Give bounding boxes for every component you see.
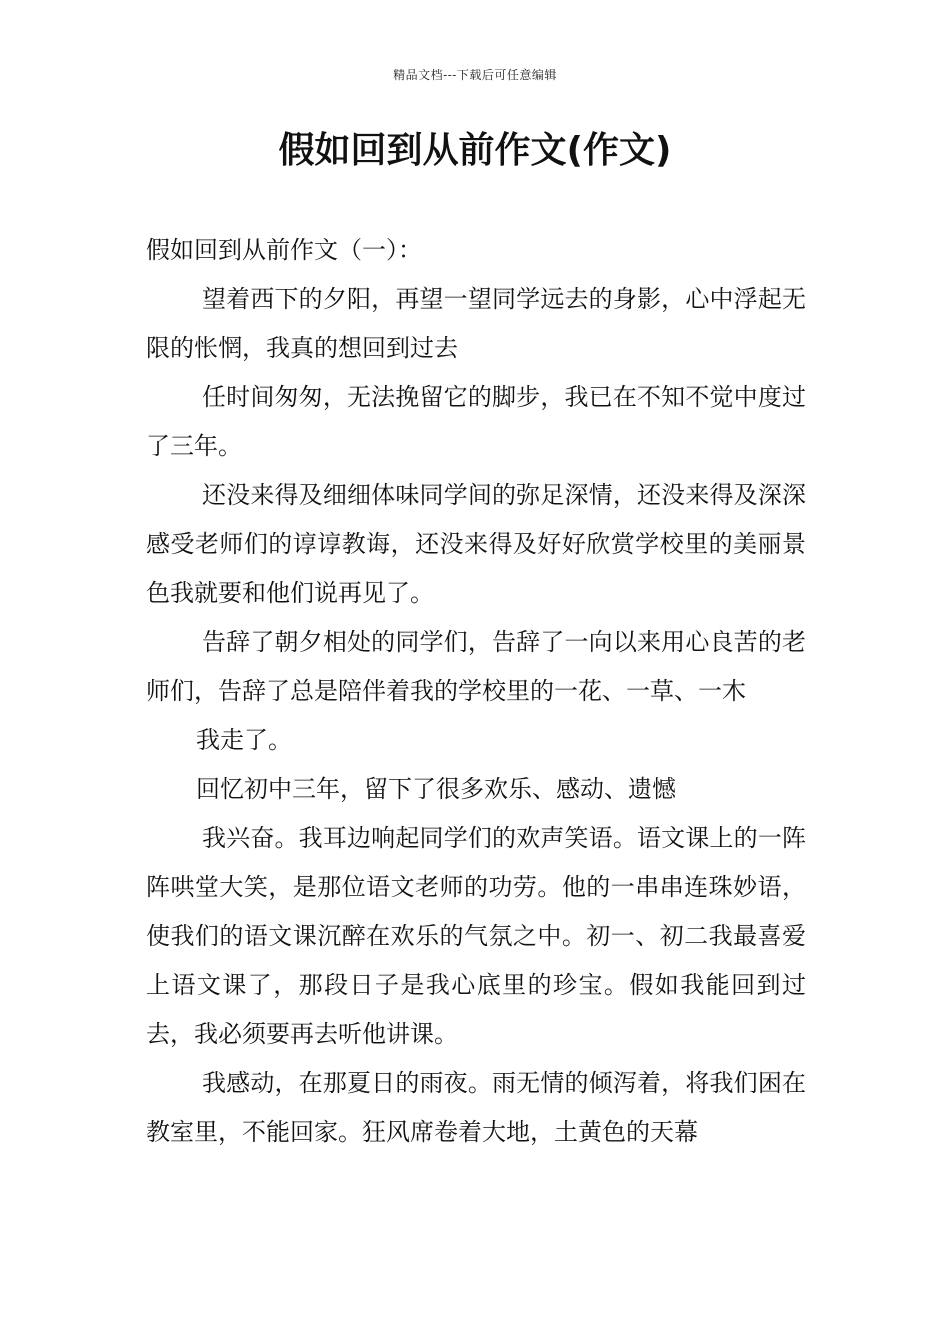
document-title: 假如回到从前作文(作文)	[278, 130, 672, 171]
paragraph: 还没来得及细细体味同学间的弥足深情，还没来得及深深感受老师们的谆谆教诲，还没来得及好好欣赏学校里的美丽景色我就要和他们说再见了。	[146, 481, 806, 607]
paragraph: 回忆初中三年，留下了很多欢乐、感动、遗憾	[196, 775, 676, 803]
paragraph: 望着西下的夕阳，再望一望同学远去的身影，心中浮起无限的怅惘，我真的想回到过去	[146, 285, 806, 362]
paragraph: 我兴奋。我耳边响起同学们的欢声笑语。语文课上的一阵阵哄堂大笑，是那位语文老师的功劳。他的一串串连珠妙语，使我们的语文课沉醉在欢乐的气氛之中。初一、初二我最喜爱上语文课了，那段日子是我心底里的珍宝。假如我能回到过去，我必须要再去听他讲课。	[146, 824, 806, 1048]
paragraph: 告辞了朝夕相处的同学们，告辞了一向以来用心良苦的老师们，告辞了总是陪伴着我的学校里的一花、一草、一木	[146, 628, 806, 705]
header-note: 精品文档---下载后可任意编辑	[393, 68, 557, 82]
document-body	[146, 226, 806, 1157]
paragraph-subtitle: 假如回到从前作文（一）：	[146, 236, 422, 264]
paragraph: 我走了。	[196, 726, 292, 754]
paragraph: 我感动，在那夏日的雨夜。雨无情的倾泻着，将我们困在教室里，不能回家。狂风席卷着大地，土黄色的天幕	[146, 1069, 806, 1146]
paragraph: 任时间匆匆，无法挽留它的脚步，我已在不知不觉中度过了三年。	[146, 383, 806, 460]
